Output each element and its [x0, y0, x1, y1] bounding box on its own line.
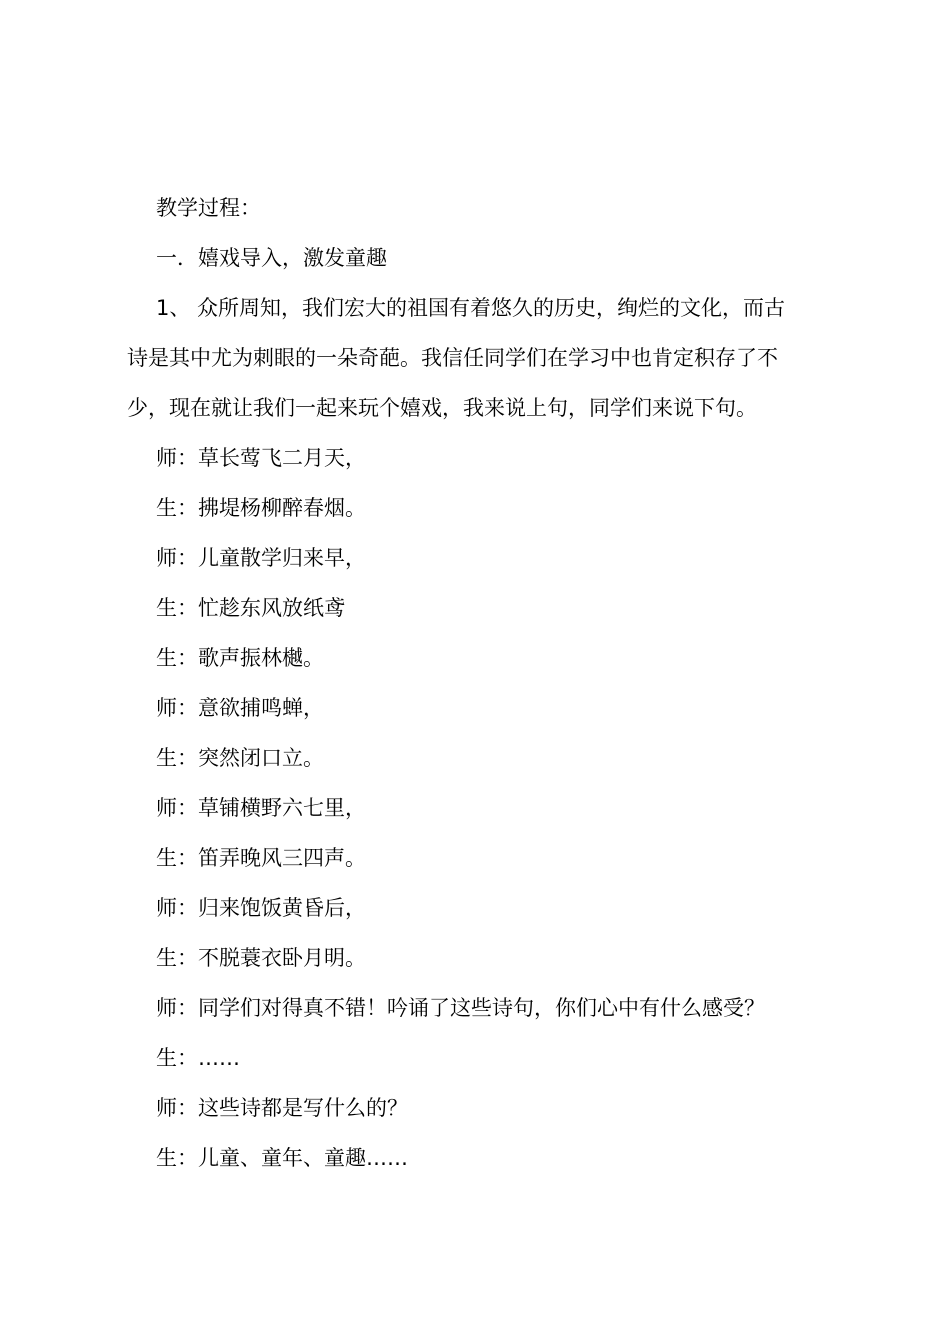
dialogue-line: 生：拂堤杨柳醉春烟。	[156, 496, 366, 520]
dialogue-line: 生：儿童、童年、童趣……	[156, 1146, 408, 1170]
dialogue-line: 生：不脱蓑衣卧月明。	[156, 946, 366, 970]
heading-teaching-process: 教学过程：	[156, 196, 261, 220]
intro-line-1: 1、 众所周知，我们宏大的祖国有着悠久的历史，绚烂的文化，而古	[156, 296, 786, 320]
dialogue-line: 师：意欲捕鸣蝉，	[156, 696, 324, 720]
dialogue-line: 生：忙趁东风放纸鸢	[156, 596, 345, 620]
dialogue-line: 师：同学们对得真不错！吟诵了这些诗句，你们心中有什么感受？	[156, 996, 765, 1020]
document-body	[127, 183, 832, 1183]
section-title-game-intro: 一．嬉戏导入，激发童趣	[156, 246, 387, 270]
dialogue-line: 师：儿童散学归来早，	[156, 546, 366, 570]
dialogue-line: 师：草铺横野六七里，	[156, 796, 366, 820]
dialogue-line: 生：……	[156, 1046, 240, 1070]
dialogue-line: 生：笛弄晚风三四声。	[156, 846, 366, 870]
dialogue-line: 生：突然闭口立。	[156, 746, 324, 770]
dialogue-line: 生：歌声振林樾。	[156, 646, 324, 670]
intro-line-2: 诗是其中尤为刺眼的一朵奇葩。我信任同学们在学习中也肯定积存了不	[127, 346, 778, 370]
dialogue-line: 师：这些诗都是写什么的？	[156, 1096, 408, 1120]
dialogue-line: 师：归来饱饭黄昏后，	[156, 896, 366, 920]
intro-line-3: 少，现在就让我们一起来玩个嬉戏，我来说上句，同学们来说下句。	[127, 396, 757, 420]
dialogue-line: 师：草长莺飞二月天，	[156, 446, 366, 470]
